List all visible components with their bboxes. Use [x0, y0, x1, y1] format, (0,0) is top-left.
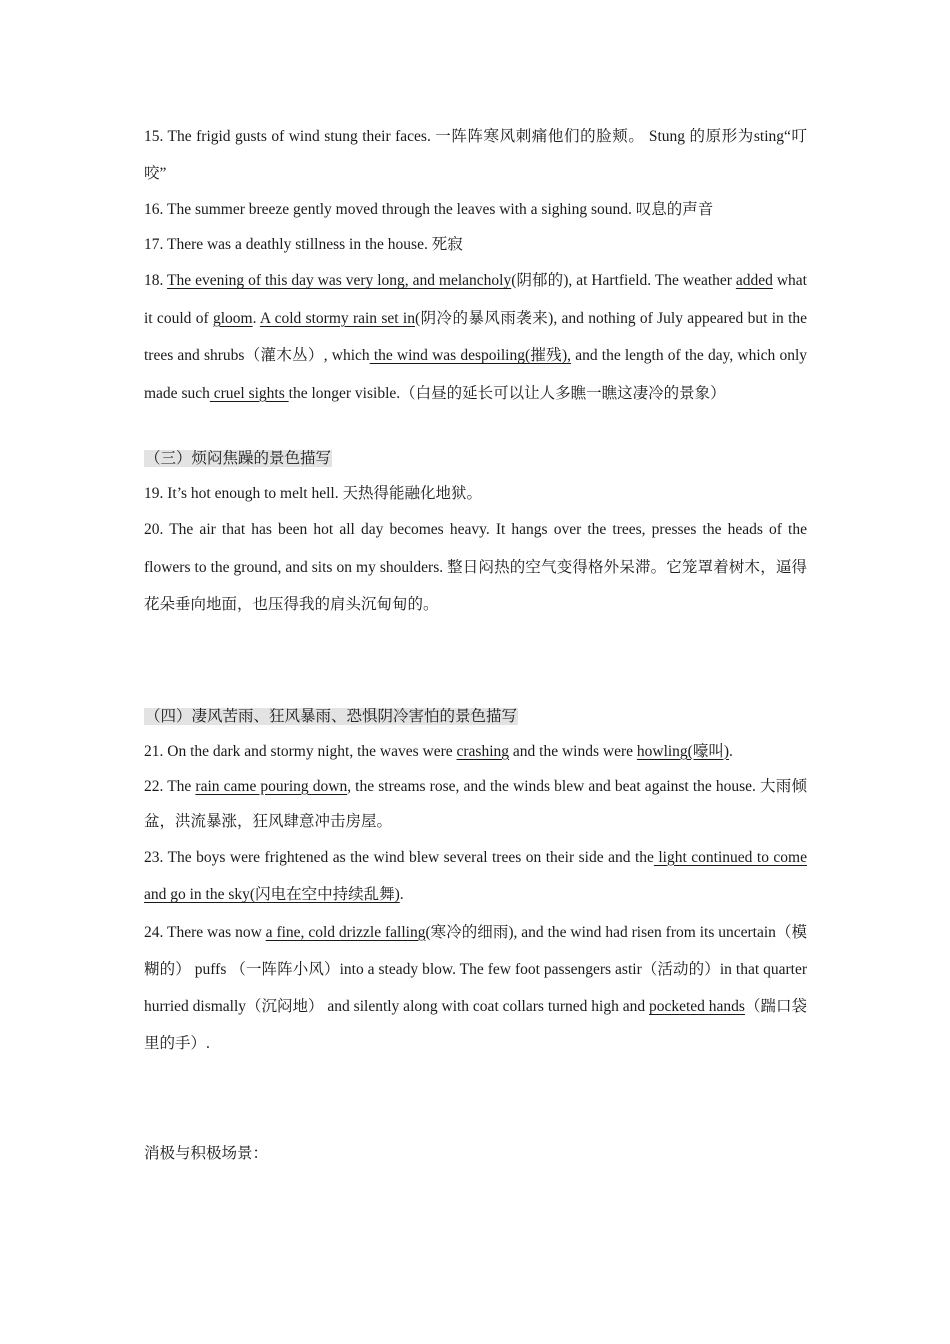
p24-underline-2: pocketed hands: [648, 997, 745, 1015]
p22-underline-1: rain came pouring down: [195, 777, 348, 795]
section-heading-4: [144, 700, 807, 734]
document-page: [144, 118, 807, 1171]
p21-underline-2: howling(嚎叫): [636, 742, 730, 760]
p23-text-2: .: [399, 886, 404, 903]
p18-underline-3: gloom: [212, 309, 253, 327]
p18-underline-4: A cold stormy rain set in: [259, 309, 415, 327]
p18-underline-6: cruel sights: [209, 384, 289, 402]
p24-underline-1: a fine, cold drizzle falling: [265, 923, 426, 941]
p18-underline-1: The evening of this day was very long, and melancholy: [167, 272, 512, 289]
paragraph-22: [144, 769, 807, 839]
spacer: [144, 624, 807, 700]
paragraph-20: 20. The air that has been hot all day becomes heavy. It hangs over the trees, presses the heads of the flowers to the ground, and sits on my shoulders. 整日闷热的空气变得格外呆滞。它笼罩着树木，逼得花朵垂向地面，也压得我的肩头沉甸甸的。: [144, 521, 807, 613]
paragraph-15: 15. The frigid gusts of wind stung their faces. 一阵阵寒风刺痛他们的脸颊。 Stung 的原形为sting“叮咬”: [144, 128, 807, 182]
footer-heading: 消极与积极场景：: [144, 1145, 269, 1163]
p18-underline-2: added: [735, 272, 773, 289]
paragraph-21: [144, 734, 807, 769]
p24-text-2: (寒冷的细雨), and the wind had risen from its uncertain（模糊的） puffs （一阵阵小风）into a steady blow. The few foot passengers astir（活动的）in that quarter hurried dismally（沉闷地） and silently along with coat collars turned high and: [144, 923, 807, 1015]
section-heading-3-label: （三）烦闷焦躁的景色描写: [145, 450, 332, 467]
p18-text-7: the longer visible.（白昼的延长可以让人多瞧一瞧这凄冷的景象）: [288, 384, 726, 402]
paragraph-17: 17. There was a deathly stillness in the house. 死寂: [144, 236, 463, 253]
p24-text-1: 24. There was now: [144, 923, 266, 941]
paragraph-19: 19. It’s hot enough to melt hell. 天热得能融化地狱。: [144, 485, 482, 502]
p18-text-1: 18.: [144, 272, 168, 289]
p18-text-5: (阴冷的暴风雨袭来), and nothing of July appeared but in the trees and shrubs（灌木丛）, which: [144, 309, 808, 364]
p23-underline-1: light continued to come and go in the sky(闪电在空中持续乱舞): [144, 848, 807, 903]
p18-text-2: (阴郁的), at Hartfield. The weather: [511, 272, 736, 289]
p21-text-2: and the winds were: [509, 742, 637, 760]
section-heading-3: [144, 442, 807, 476]
p22-text-2: , the streams rose, and the winds blew and beat against the house. 大雨倾盆，洪流暴涨，狂风肆意冲击房屋。: [144, 777, 807, 830]
spacer: [144, 1062, 807, 1136]
section-heading-4-label: （四）凄风苦雨、狂风暴雨、恐惧阴冷害怕的景色描写: [145, 707, 518, 725]
p21-text-1: 21. On the dark and stormy night, the waves were: [144, 742, 457, 760]
p18-text-6: and the length of the day, which only made such: [144, 347, 807, 402]
p24-text-3: （踹口袋里的手）.: [144, 997, 807, 1053]
spacer: [144, 412, 807, 442]
p22-text-1: 22. The: [144, 777, 196, 795]
p23-text-1: 23. The boys were frightened as the wind blew several trees on their side and the: [144, 848, 654, 866]
p21-underline-1: crashing: [456, 742, 510, 760]
paragraph-16: 16. The summer breeze gently moved through the leaves with a sighing sound. 叹息的声音: [144, 201, 714, 218]
paragraph-23: [144, 839, 807, 914]
p18-text-4: .: [252, 309, 260, 327]
paragraph-18: [144, 262, 807, 412]
p21-text-3: .: [729, 742, 733, 760]
p18-text-3: what it could of: [144, 272, 807, 327]
p18-underline-5: the wind was despoiling(摧残),: [369, 347, 572, 364]
paragraph-24: [144, 914, 807, 1063]
